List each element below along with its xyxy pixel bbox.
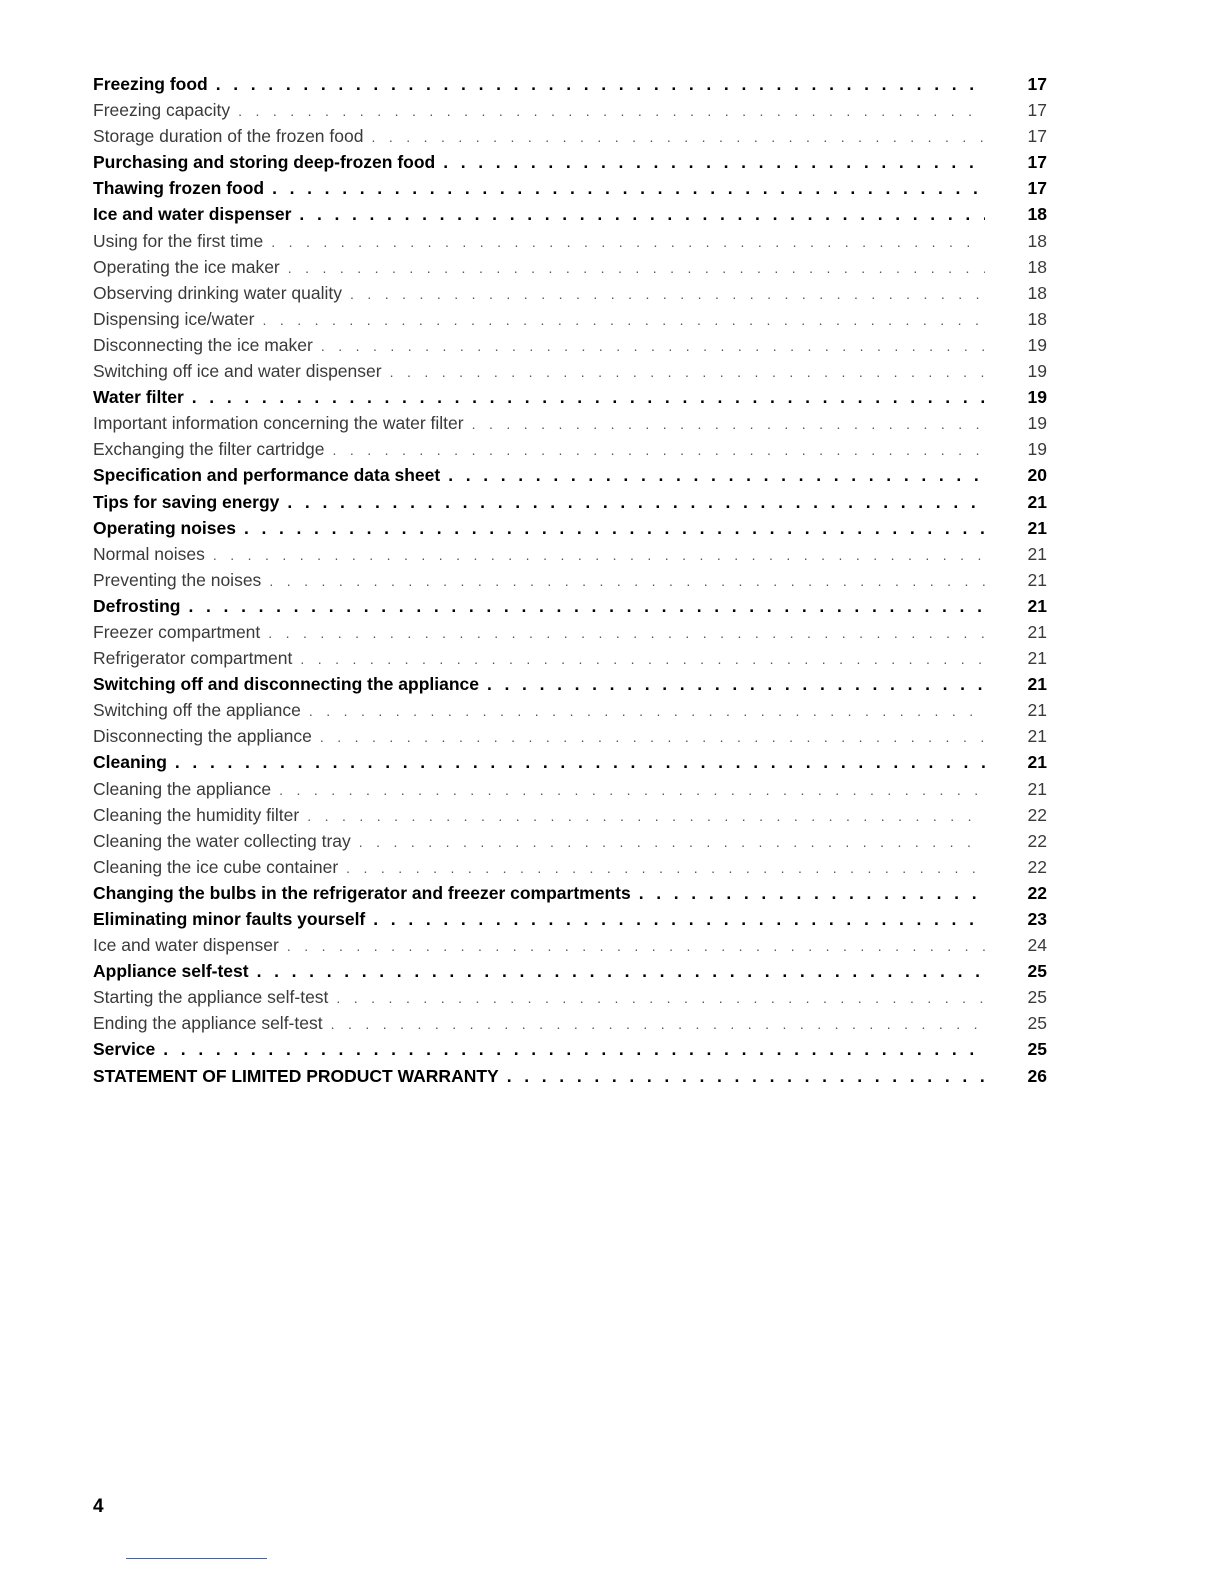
toc-entry-page: 21 — [1027, 569, 1047, 590]
toc-entry-title: Starting the appliance self-test — [93, 987, 329, 1008]
dot-leader — [309, 698, 985, 724]
toc-entry-title: Using for the first time — [93, 230, 264, 251]
toc-entry[interactable] — [93, 567, 1047, 593]
toc-entry-title: Eliminating minor faults yourself — [93, 909, 366, 929]
toc-entry-page: 22 — [1027, 882, 1047, 903]
toc-entry[interactable] — [93, 436, 1047, 462]
toc-entry[interactable] — [93, 776, 1047, 802]
dot-leader — [507, 1063, 985, 1089]
toc-entry-title: Ending the appliance self-test — [93, 1013, 323, 1034]
toc-entry-page: 25 — [1027, 987, 1047, 1008]
toc-entry[interactable] — [93, 1010, 1047, 1036]
page-number: 4 — [93, 1496, 104, 1517]
toc-entry-page: 21 — [1027, 517, 1047, 538]
toc-entry-page: 21 — [1027, 752, 1047, 773]
toc-entry-title: Disconnecting the appliance — [93, 726, 312, 747]
toc-entry-title: Dispensing ice/water — [93, 308, 255, 329]
toc-entry[interactable] — [93, 880, 1047, 906]
toc-entry-page: 19 — [1027, 413, 1047, 434]
dot-leader — [279, 777, 985, 803]
toc-entry-page: 17 — [1027, 178, 1047, 199]
toc-entry-title: Cleaning the water collecting tray — [93, 830, 351, 851]
toc-entry-title: Appliance self-test — [93, 961, 249, 982]
toc-entry-page: 25 — [1027, 1013, 1047, 1034]
toc-entry-title: Normal noises — [93, 543, 205, 564]
toc-entry[interactable] — [93, 332, 1047, 358]
toc-entry-title: Freezing food — [93, 74, 208, 94]
dot-leader — [390, 359, 985, 385]
dot-leader — [272, 175, 985, 201]
toc-entry-page: 19 — [1027, 361, 1047, 382]
toc-entry-page: 17 — [1027, 126, 1047, 147]
toc-entry[interactable] — [93, 201, 1047, 227]
dot-leader — [472, 411, 985, 437]
toc-entry-title: Switching off ice and water dispenser — [93, 361, 382, 382]
toc-entry-title: Switching off the appliance — [93, 700, 301, 721]
dot-leader — [287, 489, 985, 515]
toc-entry-title: Service — [93, 1039, 156, 1060]
dot-leader — [192, 384, 985, 410]
dot-leader — [487, 671, 985, 697]
toc-entry-page: 23 — [1027, 909, 1047, 929]
toc-entry[interactable] — [93, 541, 1047, 567]
dot-leader — [244, 515, 985, 541]
toc-entry[interactable] — [93, 802, 1047, 828]
toc-entry[interactable] — [93, 619, 1047, 645]
dot-leader — [371, 124, 985, 150]
toc-entry-title: Observing drinking water quality — [93, 282, 343, 303]
toc-entry[interactable] — [93, 306, 1047, 332]
dot-leader — [336, 985, 985, 1011]
toc-entry-page: 22 — [1027, 830, 1047, 851]
toc-entry-page: 25 — [1027, 961, 1047, 982]
toc-entry[interactable] — [93, 984, 1047, 1010]
toc-entry-title: Disconnecting the ice maker — [93, 334, 313, 355]
toc-entry-title: Refrigerator compartment — [93, 648, 293, 669]
toc-entry-title: Ice and water dispenser — [93, 204, 292, 225]
toc-entry[interactable] — [93, 697, 1047, 723]
toc-entry[interactable] — [93, 123, 1047, 149]
dot-leader — [271, 229, 985, 255]
dot-leader — [288, 255, 985, 281]
toc-entry-title: Operating the ice maker — [93, 256, 280, 277]
toc-entry[interactable] — [93, 254, 1047, 280]
toc-entry-title: Switching off and disconnecting the appliance — [93, 674, 479, 695]
toc-entry[interactable] — [93, 932, 1047, 958]
dot-leader — [359, 829, 985, 855]
toc-entry-page: 26 — [1027, 1065, 1047, 1086]
toc-entry[interactable] — [93, 280, 1047, 306]
toc-entry-title: Freezer compartment — [93, 621, 261, 642]
toc-entry[interactable] — [93, 384, 1047, 410]
toc-entry[interactable] — [93, 515, 1047, 541]
toc-entry-page: 18 — [1027, 282, 1047, 303]
toc-entry-page: 22 — [1027, 856, 1047, 877]
toc-entry-title: Thawing frozen food — [93, 178, 265, 199]
toc-entry-page: 21 — [1027, 726, 1047, 747]
toc-entry-page: 22 — [1027, 804, 1047, 825]
toc-entry-title: Cleaning the ice cube container — [93, 856, 339, 877]
toc-entry[interactable] — [93, 1036, 1047, 1062]
dot-leader — [331, 1011, 985, 1037]
toc-entry-page: 21 — [1027, 621, 1047, 642]
toc-entry[interactable] — [93, 149, 1047, 175]
toc-entry-page: 18 — [1027, 256, 1047, 277]
toc-entry-page: 25 — [1027, 1039, 1047, 1060]
dot-leader — [320, 724, 985, 750]
toc-entry-title: Storage duration of the frozen food — [93, 126, 364, 147]
toc-entry-title: Changing the bulbs in the refrigerator and freezer compartments — [93, 882, 631, 903]
toc-entry[interactable] — [93, 906, 1047, 932]
dot-leader — [216, 71, 985, 97]
dot-leader — [287, 933, 985, 959]
dot-leader — [238, 98, 985, 124]
toc-entry-title: Preventing the noises — [93, 569, 262, 590]
toc-entry-title: Exchanging the filter cartridge — [93, 439, 325, 460]
dot-leader — [448, 462, 985, 488]
toc-entry-title: Specification and performance data sheet — [93, 465, 441, 486]
toc-entry[interactable] — [93, 71, 1047, 97]
toc-entry[interactable] — [93, 489, 1047, 515]
toc-entry-title: Important information concerning the water filter — [93, 413, 464, 434]
toc-entry[interactable] — [93, 593, 1047, 619]
toc-entry-page: 17 — [1027, 152, 1047, 173]
toc-entry-title: Water filter — [93, 387, 184, 408]
toc-entry-title: Purchasing and storing deep-frozen food — [93, 152, 436, 173]
toc-entry-page: 19 — [1027, 439, 1047, 460]
toc-entry-page: 18 — [1027, 308, 1047, 329]
dot-leader — [321, 333, 985, 359]
dot-leader — [350, 281, 985, 307]
toc-entry[interactable] — [93, 828, 1047, 854]
toc-entry-page: 18 — [1027, 230, 1047, 251]
toc-entry-page: 20 — [1027, 465, 1047, 486]
dot-leader — [346, 855, 985, 881]
dot-leader — [175, 749, 985, 775]
footer-divider — [126, 1558, 267, 1559]
toc-entry-title: Cleaning the humidity filter — [93, 804, 300, 825]
toc-entry-page: 21 — [1027, 595, 1047, 616]
toc-entry[interactable] — [93, 958, 1047, 984]
toc-entry[interactable] — [93, 462, 1047, 488]
toc-entry[interactable] — [93, 358, 1047, 384]
toc-entry-page: 21 — [1027, 491, 1047, 512]
dot-leader — [300, 646, 985, 672]
toc-entry-page: 21 — [1027, 543, 1047, 564]
dot-leader — [269, 568, 985, 594]
dot-leader — [268, 620, 985, 646]
toc-entry[interactable] — [93, 1063, 1047, 1089]
toc-entry-title: Tips for saving energy — [93, 491, 280, 512]
toc-entry-page: 19 — [1027, 334, 1047, 355]
toc-entry[interactable] — [93, 723, 1047, 749]
dot-leader — [163, 1036, 985, 1062]
dot-leader — [443, 149, 985, 175]
toc-entry[interactable] — [93, 410, 1047, 436]
toc-entry-page: 24 — [1027, 935, 1047, 956]
toc-entry-title: Freezing capacity — [93, 100, 231, 121]
toc-entry[interactable] — [93, 749, 1047, 775]
toc-entry-page: 21 — [1027, 778, 1047, 799]
toc-entry-title: Cleaning the appliance — [93, 778, 272, 799]
dot-leader — [639, 880, 985, 906]
toc-entry[interactable] — [93, 97, 1047, 123]
dot-leader — [299, 201, 985, 227]
toc-entry-title: Ice and water dispenser — [93, 935, 279, 956]
dot-leader — [307, 803, 985, 829]
table-of-contents — [93, 71, 1047, 1089]
dot-leader — [189, 593, 986, 619]
toc-entry-page: 19 — [1027, 387, 1047, 408]
toc-entry[interactable] — [93, 228, 1047, 254]
toc-entry[interactable] — [93, 854, 1047, 880]
toc-entry-page: 21 — [1027, 674, 1047, 695]
toc-entry-title: STATEMENT OF LIMITED PRODUCT WARRANTY — [93, 1065, 499, 1086]
toc-entry-page: 17 — [1027, 100, 1047, 121]
dot-leader — [333, 437, 985, 463]
toc-entry-title: Operating noises — [93, 517, 236, 538]
dot-leader — [213, 542, 985, 568]
toc-entry[interactable] — [93, 645, 1047, 671]
toc-entry-page: 21 — [1027, 700, 1047, 721]
toc-entry-title: Cleaning — [93, 752, 167, 773]
toc-entry-title: Defrosting — [93, 595, 181, 616]
dot-leader — [257, 958, 985, 984]
dot-leader — [262, 307, 985, 333]
toc-entry-page: 18 — [1027, 204, 1047, 225]
dot-leader — [373, 906, 985, 932]
toc-entry-page: 21 — [1027, 648, 1047, 669]
toc-entry[interactable] — [93, 175, 1047, 201]
toc-entry-page: 17 — [1027, 74, 1047, 94]
toc-entry[interactable] — [93, 671, 1047, 697]
